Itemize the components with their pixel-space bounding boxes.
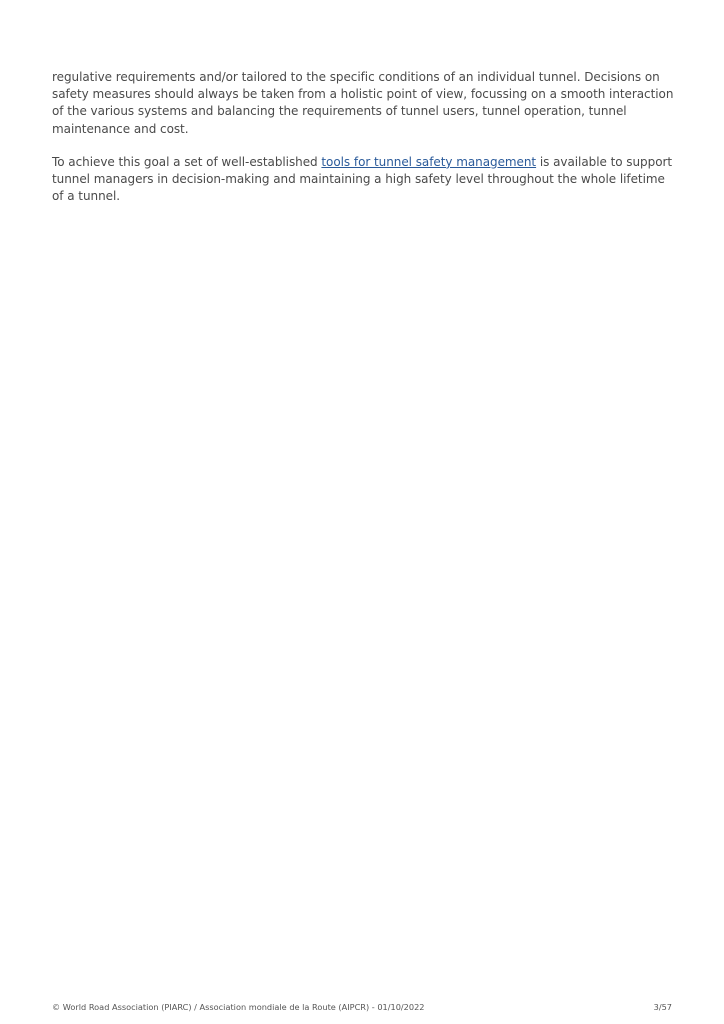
document-body: [52, 69, 674, 221]
paragraph-2-text-after-link: is available to support tunnel managers in decision-making and maintaining a high safety level throughout the whole lifetime of a tunnel.: [52, 154, 673, 204]
page-footer: [52, 1002, 672, 1012]
paragraph-2-text-before-link: To achieve this goal a set of well-established: [52, 154, 322, 169]
footer-page-number: 3/57: [653, 1002, 672, 1012]
paragraph-1: regulative requirements and/or tailored to the specific conditions of an individual tunnel. Decisions on safety measures should always be taken from a holistic point of view, focussing on a smooth interaction of the various systems and balancing the requirements of tunnel users, tunnel operation, tunnel maintenance and cost.: [52, 70, 674, 136]
tunnel-safety-management-link[interactable]: tools for tunnel safety management: [321, 154, 537, 169]
footer-copyright: © World Road Association (PIARC) / Association mondiale de la Route (AIPCR) - 01/10/2022: [52, 1002, 425, 1012]
paragraph-2: [52, 154, 674, 206]
